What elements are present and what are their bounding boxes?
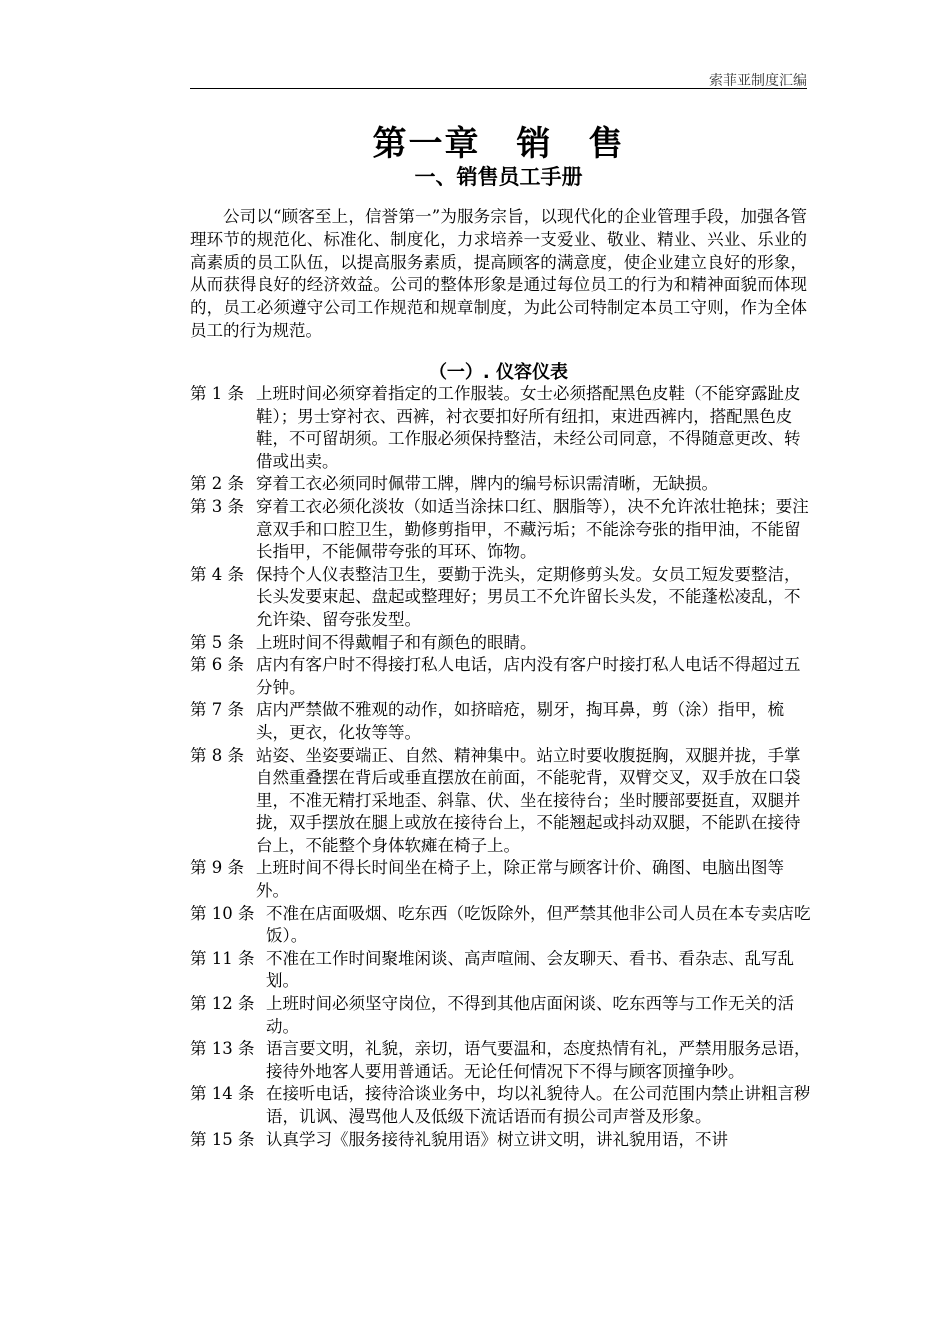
article-text: 穿着工衣必须同时佩带工牌，牌内的编号标识需清晰，无缺损。 [256, 474, 718, 494]
intro-paragraph: 公司以“顾客至上，信誉第一”为服务宗旨，以现代化的企业管理手段，加强各管理环节的规范化、标准化、制度化，力求培养一支爱业、敬业、精业、兴业、乐业的高素质的员工队伍，以提高服务素质，提高顾客的满意度，使企业建立良好的形象，从而获得良好的经济效益。公司的整体形象是通过每位员工的行为和精神面貌而体现的，员工必须遵守公司工作规范和规章制度，为此公司特制定本员工守则，作为全体员工的行为规范。 [190, 207, 807, 340]
header-title: 索菲亚制度汇编 [709, 73, 807, 89]
article-number: 第 15 条 [190, 1129, 255, 1149]
article-number: 第 11 条 [190, 948, 255, 968]
article-number: 第 7 条 [190, 700, 244, 720]
article-text: 上班时间必须坚守岗位，不得到其他店面闲谈、吃东西等与工作无关的活动。 [266, 994, 794, 1036]
article-text: 不准在工作时间聚堆闲谈、高声喧闹、会友聊天、看书、看杂志、乱写乱划。 [266, 948, 794, 991]
article-item [190, 383, 815, 473]
article-item [190, 857, 815, 902]
subsection-title: （一）. 仪容仪表 [428, 362, 569, 383]
article-number: 第 10 条 [190, 903, 255, 923]
article-list [190, 383, 815, 1151]
article-text: 站姿、坐姿要端正、自然、精神集中。站立时要收腹挺胸，双腿并拢，手掌自然重叠摆在背后或垂直摆放在前面，不能驼背，双臂交叉，双手放在口袋里，不准无精打采地歪、斜靠、伏、坐在接待台；坐时腰部要挺直，双腿并拢，双手摆放在腿上或放在接待台上，不能翘起或抖动双腿，不能趴在接待台上，不能整个身体软瘫在椅子上。 [256, 745, 801, 855]
chapter-title: 第一章 销 售 [372, 124, 625, 164]
article-item [190, 1083, 815, 1128]
article-number: 第 3 条 [190, 496, 244, 516]
section-title: 一、销售员工手册 [414, 165, 583, 189]
header-rule [190, 88, 807, 89]
article-item [190, 903, 815, 948]
article-text: 不准在店面吸烟、吃东西（吃饭除外，但严禁其他非公司人员在本专卖店吃饭）。 [266, 903, 811, 946]
article-item [190, 496, 815, 564]
article-number: 第 14 条 [190, 1084, 255, 1104]
article-text: 上班时间不得戴帽子和有颜色的眼睛。 [256, 632, 537, 652]
article-text: 穿着工衣必须化淡妆（如适当涂抹口红、胭脂等），决不允许浓壮艳抹；要注意双手和口腔卫生，勤修剪指甲，不藏污垢；不能涂夸张的指甲油，不能留长指甲，不能佩带夸张的耳环、饰物。 [256, 496, 809, 562]
article-text: 语言要文明，礼貌，亲切，语气要温和，态度热情有礼，严禁用服务忌语，接待外地客人要用普通话。无论任何情况下不得与顾客顶撞争吵。 [266, 1039, 811, 1081]
article-text: 店内严禁做不雅观的动作，如挤暗疮，剔牙，掏耳鼻，剪（涂）指甲，梳头，更衣，化妆等等。 [256, 700, 784, 742]
article-number: 第 6 条 [190, 655, 244, 675]
article-number: 第 4 条 [190, 564, 244, 584]
article-number: 第 9 条 [190, 858, 244, 878]
article-item [190, 1129, 815, 1152]
article-text: 保持个人仪表整洁卫生，要勤于洗头，定期修剪头发。女员工短发要整洁，长头发要束起、盘起或整理好；男员工不允许留长头发，不能蓬松凌乱，不允许染、留夸张发型。 [256, 564, 801, 629]
article-item [190, 699, 815, 744]
article-number: 第 13 条 [190, 1039, 255, 1059]
article-item [190, 948, 815, 993]
article-item [190, 993, 815, 1038]
article-text: 上班时间必须穿着指定的工作服装。女士必须搭配黑色皮鞋（不能穿露趾皮鞋）；男士穿衬衣、西裤，衬衣要扣好所有纽扣，束进西裤内，搭配黑色皮鞋，不可留胡须。工作服必须保持整洁，未经公司同意，不得随意更改、转借或出卖。 [256, 384, 801, 471]
article-item [190, 745, 815, 858]
article-number: 第 1 条 [190, 384, 244, 403]
article-number: 第 8 条 [190, 745, 244, 765]
article-number: 第 5 条 [190, 632, 244, 652]
article-item [190, 473, 815, 496]
article-text: 在接听电话，接待洽谈业务中，均以礼貌待人。在公司范围内禁止讲粗言秽语，讥讽、漫骂他人及低级下流话语而有损公司声誉及形象。 [266, 1084, 811, 1126]
article-item [190, 564, 815, 632]
article-item [190, 1038, 815, 1083]
article-number: 第 12 条 [190, 994, 255, 1014]
article-number: 第 2 条 [190, 474, 244, 494]
article-text: 上班时间不得长时间坐在椅子上，除正常与顾客计价、确图、电脑出图等外。 [256, 858, 784, 901]
article-text: 店内有客户时不得接打私人电话，店内没有客户时接打私人电话不得超过五分钟。 [256, 655, 801, 697]
article-item [190, 654, 815, 699]
article-text: 认真学习《服务接待礼貌用语》树立讲文明，讲礼貌用语，不讲 [266, 1129, 728, 1149]
article-item [190, 632, 815, 655]
